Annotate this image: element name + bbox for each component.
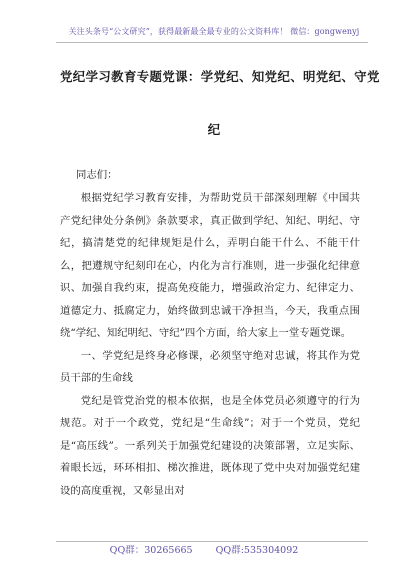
- document-body: [60, 187, 360, 502]
- document-title: 党纪学习教育专题党课：学党纪、知党纪、明党纪、守党: [60, 69, 380, 84]
- header-banner: 关注头条号“公文研究”，获得最新最全最专业的公文资料库！ 微信：gongwenyj: [68, 27, 360, 36]
- footer-qq-group-2: QQ群:535304092: [215, 545, 299, 556]
- paragraph-intro: 根据党纪学习教育安排，为帮助党员干部深刻理解《中国共产党纪律处分条例》条款要求，真正做到学纪、知纪、明纪、守纪，搞清楚党的纪律规矩是什么，弄明白能干什么、不能干什么，把遵规守纪刻印在心，内化为言行准则，进一步强化纪律意识、加强自我约束，提高免疫能力，增强政治定力、纪律定力、道德定力、抵腐定力，始终做到忠诚干净担当，今天，我重点围绕“学纪、知纪明纪、守纪”四个方面，给大家上一堂专题党课。: [60, 192, 360, 339]
- section-heading-1: 一、学党纪是终身必修课，必须坚守绝对忠诚，将其作为党员干部的生命线: [60, 349, 360, 384]
- footer-qq-group-1: QQ群：30265665: [109, 545, 193, 556]
- footer: [0, 542, 408, 556]
- header-divider: [56, 42, 368, 43]
- document-title-continued: 纪: [207, 122, 221, 137]
- paragraph-section-1: 党纪是管党治党的根本依据，也是全体党员必须遵守的行为规范。对于一个政党，党纪是“生命线”；对于一个党员，党纪是“高压线”。一系列关于加强党纪建设的决策部署，立足实际、着眼长远，环环相扣、梯次推进，既体现了党中央对加强党纪建设的高度重视，又彰显出对: [60, 394, 360, 497]
- salutation: 同志们：: [76, 169, 118, 181]
